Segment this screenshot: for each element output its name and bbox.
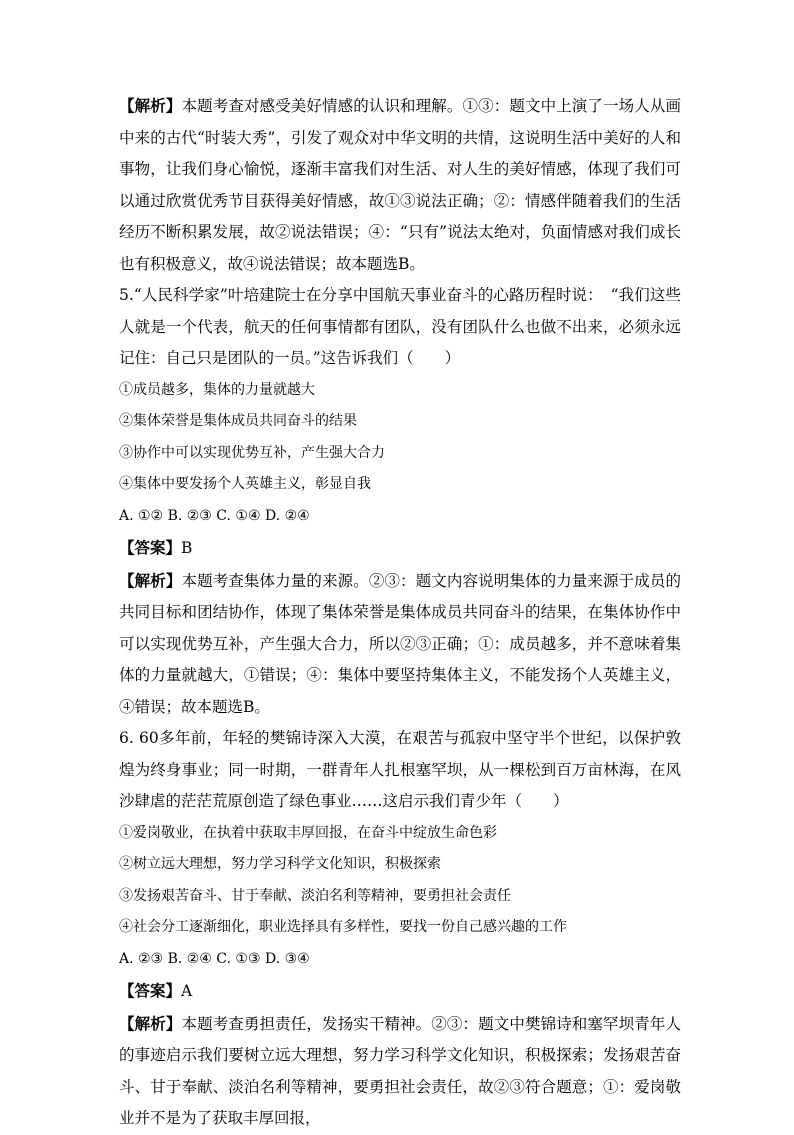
- section-label: 【答案】: [119, 981, 182, 1000]
- question-5-choices: A. ①② B. ②③ C. ①④ D. ②④: [119, 507, 310, 524]
- paragraph-text: 本题考查勇担责任，发扬实干精神。②③：题文中樊锦诗和塞罕坝青年人的事迹启示我们要树立远大理想，努力学习科学文化知识，积极探索；发扬艰苦奋斗、甘于奉献、淡泊名利等精神，要勇担社会责任，故②③符合题意；①：爱岗敬业并不是为了获取丰厚回报，: [119, 1014, 681, 1127]
- answer-q5: [119, 532, 681, 565]
- question-6-option-3: ③发扬艰苦奋斗、甘于奉献、淡泊名利等精神，要勇担社会责任: [119, 887, 511, 904]
- section-label: 【答案】: [119, 538, 182, 557]
- paragraph-text: 5.“人民科学家”叶培建院士在分享中国航天事业奋斗的心路历程时说： “我们这些人就是一个代表，航天的任何事情都有团队，没有团队什么也做不出来，必须永远记住：自己只是团队的一员。”这告诉我们（ ）: [119, 286, 681, 367]
- question-6-stem: [119, 723, 681, 818]
- question-5-option-3: ③协作中可以实现优势互补，产生强大合力: [119, 444, 385, 461]
- analysis-paragraph-q5: [119, 565, 681, 724]
- section-label: 【解析】: [119, 1013, 182, 1033]
- question-6-option-4: ④社会分工逐渐细化，职业选择具有多样性，要找一份自己感兴趣的工作: [119, 919, 567, 935]
- analysis-paragraph-q4: [119, 90, 681, 280]
- question-6-choices: A. ②③ B. ②④ C. ①③ D. ③④: [119, 950, 310, 967]
- question-5-option-1: ①成员越多，集体的力量就越大: [119, 381, 315, 398]
- section-label: 【解析】: [119, 570, 182, 590]
- question-5-option-2: ②集体荣誉是集体成员共同奋斗的结果: [119, 413, 357, 429]
- answer-value: A: [181, 982, 193, 1000]
- section-label: 【解析】: [119, 96, 182, 115]
- paragraph-text: 本题考查对感受美好情感的认识和理解。①③：题文中上演了一场人从画中来的古代“时装大秀”，引发了观众对中华文明的共情，这说明生活中美好的人和事物，让我们身心愉悦，逐渐丰富我们对生活、对人生的美好情感，体现了我们可以通过欣赏优秀节目获得美好情感，故①③说法正确；②：情感伴随着我们的生活经历不断积累发展，故②说法错误；④：“只有”说法太绝对，负面情感对我们成长也有积极意义，故④说法错误；故本题选B。: [119, 97, 681, 273]
- question-5-stem: [119, 280, 681, 375]
- answer-value: B: [181, 539, 193, 557]
- question-5-option-4: ④集体中要发扬个人英雄主义，彰显自我: [119, 476, 371, 492]
- analysis-paragraph-q6: [119, 1008, 681, 1135]
- paragraph-text: 6. 60多年前，年轻的樊锦诗深入大漠，在艰苦与孤寂中坚守半个世纪，以保护敦煌为终身事业；同一时期，一群青年人扎根塞罕坝，从一棵松到百万亩林海，在风沙肆虐的茫茫荒原创造了绿色事业……这启示我们青少年（ ）: [119, 729, 681, 810]
- document-page: [119, 90, 681, 1135]
- answer-q6: [119, 975, 681, 1008]
- question-6-option-2: ②树立远大理想，努力学习科学文化知识，积极探索: [119, 856, 441, 872]
- paragraph-text: 本题考查集体力量的来源。②③：题文内容说明集体的力量来源于成员的共同目标和团结协作，体现了集体荣誉是集体成员共同奋斗的结果，在集体协作中可以实现优势互补，产生强大合力，所以②③正确；①：成员越多，并不意味着集体的力量就越大，①错误；④：集体中要坚持集体主义，不能发扬个人英雄主义，④错误；故本题选B。: [119, 571, 681, 716]
- question-6-option-1: ①爱岗敬业，在执着中获取丰厚回报，在奋斗中绽放生命色彩: [119, 824, 497, 841]
